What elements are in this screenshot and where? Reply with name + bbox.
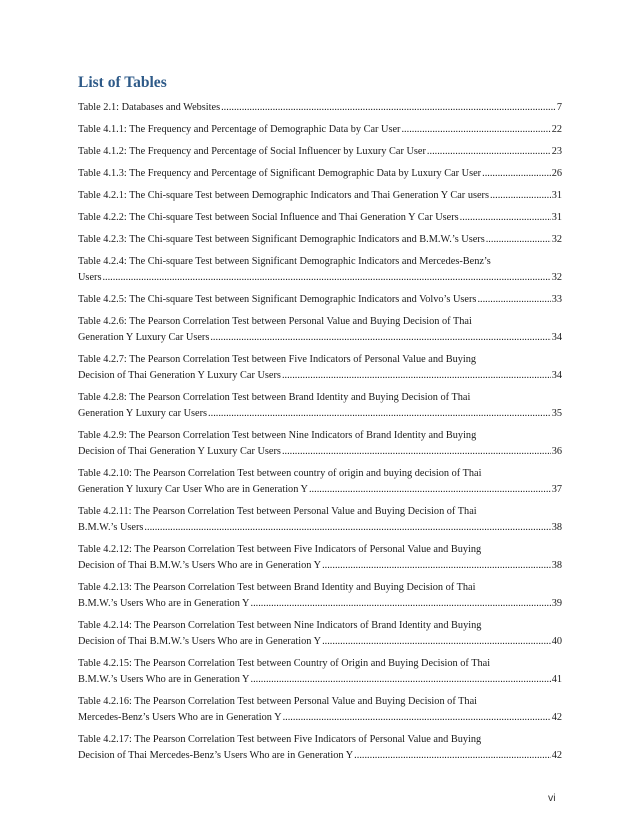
toc-entry[interactable]: [78, 100, 562, 116]
entry-page-number: 32: [551, 234, 562, 245]
entry-text: Table 2.1: Databases and Websites: [78, 102, 221, 113]
entry-page-number: 40: [551, 636, 562, 647]
entry-text: B.M.W.’s Users Who are in Generation Y: [78, 598, 250, 609]
entry-page-number: 31: [551, 212, 562, 223]
entry-text-line1: Table 4.2.11: The Pearson Correlation Test between Personal Value and Buying Decision of Thai: [78, 506, 477, 517]
toc-entry[interactable]: [78, 210, 562, 226]
entry-text: Decision of Thai B.M.W.’s Users Who are in Generation Y: [78, 560, 322, 571]
entry-text-line1: Table 4.2.7: The Pearson Correlation Test between Five Indicators of Personal Value and Buying: [78, 354, 477, 365]
entry-text-line1: Table 4.2.12: The Pearson Correlation Test between Five Indicators of Personal Value and Buying: [78, 544, 482, 555]
toc-entry[interactable]: [78, 390, 562, 422]
toc-entry[interactable]: [78, 254, 562, 286]
dot-leader: [322, 558, 551, 574]
toc-entry[interactable]: [78, 618, 562, 650]
toc-entry[interactable]: [78, 542, 562, 574]
entry-text: Table 4.1.1: The Frequency and Percentage of Demographic Data by Car User: [78, 124, 401, 135]
toc-entry[interactable]: [78, 144, 562, 160]
entry-page-number: 23: [551, 146, 562, 157]
dot-leader: [427, 144, 551, 160]
entry-text: Generation Y luxury Car User Who are in Generation Y: [78, 484, 308, 495]
dot-leader: [282, 444, 551, 460]
toc-entry[interactable]: [78, 166, 562, 182]
entry-page-number: 36: [551, 446, 562, 457]
entry-text: Table 4.1.2: The Frequency and Percentage of Social Influencer by Luxury Car User: [78, 146, 426, 157]
entry-text: Decision of Thai Generation Y Luxury Car Users: [78, 370, 281, 381]
entry-text-line1: Table 4.2.6: The Pearson Correlation Test between Personal Value and Buying Decision of Thai: [78, 316, 472, 327]
dot-leader: [322, 634, 551, 650]
entry-text: Table 4.2.2: The Chi-square Test between Social Influence and Thai Generation Y Car Users: [78, 212, 459, 223]
dot-leader: [282, 368, 551, 384]
entry-page-number: 39: [551, 598, 562, 609]
entry-text: Users: [78, 272, 102, 283]
dot-leader: [208, 406, 551, 422]
toc-entry[interactable]: [78, 232, 562, 248]
dot-leader: [354, 748, 551, 764]
list-of-tables-heading: List of Tables: [78, 74, 167, 91]
dot-leader: [144, 520, 550, 536]
toc-entry[interactable]: [78, 292, 562, 308]
dot-leader: [401, 122, 550, 138]
entry-text: Generation Y Luxury car Users: [78, 408, 208, 419]
dot-leader: [251, 672, 551, 688]
entry-text: Decision of Thai Mercedes-Benz’s Users Who are in Generation Y: [78, 750, 354, 761]
entry-text-line1: Table 4.2.15: The Pearson Correlation Test between Country of Origin and Buying Decision of Thai: [78, 658, 491, 669]
toc-entry[interactable]: [78, 466, 562, 498]
toc-entry[interactable]: [78, 314, 562, 346]
entry-page-number: 41: [551, 674, 562, 685]
entry-text: Table 4.2.1: The Chi-square Test between Demographic Indicators and Thai Generation Y Car users: [78, 190, 489, 201]
page-number: vi: [548, 792, 556, 804]
entry-text-line1: Table 4.2.17: The Pearson Correlation Test between Five Indicators of Personal Value and Buying: [78, 734, 482, 745]
entry-text: Decision of Thai Generation Y Luxury Car Users: [78, 446, 281, 457]
toc-entry[interactable]: [78, 122, 562, 138]
entry-text: Table 4.2.5: The Chi-square Test between Significant Demographic Indicators and Volvo’s Users: [78, 294, 477, 305]
entry-page-number: 37: [551, 484, 562, 495]
toc-entry[interactable]: [78, 188, 562, 204]
dot-leader: [460, 210, 551, 226]
entry-page-number: 7: [556, 102, 562, 113]
entry-page-number: 34: [551, 370, 562, 381]
toc-entry[interactable]: [78, 352, 562, 384]
toc-entry[interactable]: [78, 694, 562, 726]
toc-entry[interactable]: [78, 504, 562, 536]
dot-leader: [477, 292, 550, 308]
toc-entry[interactable]: [78, 656, 562, 688]
entry-text-line1: Table 4.2.13: The Pearson Correlation Test between Brand Identity and Buying Decision of Thai: [78, 582, 476, 593]
entry-text-line1: Table 4.2.4: The Chi-square Test between Significant Demographic Indicators and Mercedes-Benz’s: [78, 256, 491, 267]
entry-page-number: 34: [551, 332, 562, 343]
dot-leader: [221, 100, 556, 116]
entry-text: B.M.W.’s Users Who are in Generation Y: [78, 674, 250, 685]
entry-text-line1: Table 4.2.14: The Pearson Correlation Test between Nine Indicators of Brand Identity and Buying: [78, 620, 482, 631]
entry-page-number: 26: [551, 168, 562, 179]
dot-leader: [309, 482, 551, 498]
toc-entry[interactable]: [78, 732, 562, 764]
entry-page-number: 35: [551, 408, 562, 419]
entry-page-number: 22: [551, 124, 562, 135]
entry-text-line1: Table 4.2.9: The Pearson Correlation Test between Nine Indicators of Brand Identity and Buying: [78, 430, 477, 441]
entry-page-number: 38: [551, 522, 562, 533]
entry-page-number: 31: [551, 190, 562, 201]
dot-leader: [490, 188, 551, 204]
entry-page-number: 33: [551, 294, 562, 305]
entry-text: Mercedes-Benz’s Users Who are in Generation Y: [78, 712, 282, 723]
entry-page-number: 32: [551, 272, 562, 283]
entry-text-line1: Table 4.2.8: The Pearson Correlation Test between Brand Identity and Buying Decision of Thai: [78, 392, 471, 403]
dot-leader: [482, 166, 551, 182]
toc-entry[interactable]: [78, 428, 562, 460]
entry-text: Table 4.1.3: The Frequency and Percentage of Significant Demographic Data by Luxury Car User: [78, 168, 482, 179]
dot-leader: [102, 270, 550, 286]
entry-text: Generation Y Luxury Car Users: [78, 332, 210, 343]
dot-leader: [210, 330, 550, 346]
toc-entry[interactable]: [78, 580, 562, 612]
entry-page-number: 42: [551, 712, 562, 723]
entry-text-line1: Table 4.2.10: The Pearson Correlation Test between country of origin and buying decision of Thai: [78, 468, 482, 479]
table-list: [78, 100, 562, 770]
dot-leader: [283, 710, 551, 726]
entry-text: Decision of Thai B.M.W.’s Users Who are in Generation Y: [78, 636, 322, 647]
dot-leader: [251, 596, 551, 612]
entry-page-number: 42: [551, 750, 562, 761]
entry-text: Table 4.2.3: The Chi-square Test between Significant Demographic Indicators and B.M.W.’s Users: [78, 234, 485, 245]
entry-text-line1: Table 4.2.16: The Pearson Correlation Test between Personal Value and Buying Decision of Thai: [78, 696, 478, 707]
entry-text: B.M.W.’s Users: [78, 522, 144, 533]
entry-page-number: 38: [551, 560, 562, 571]
dot-leader: [486, 232, 551, 248]
